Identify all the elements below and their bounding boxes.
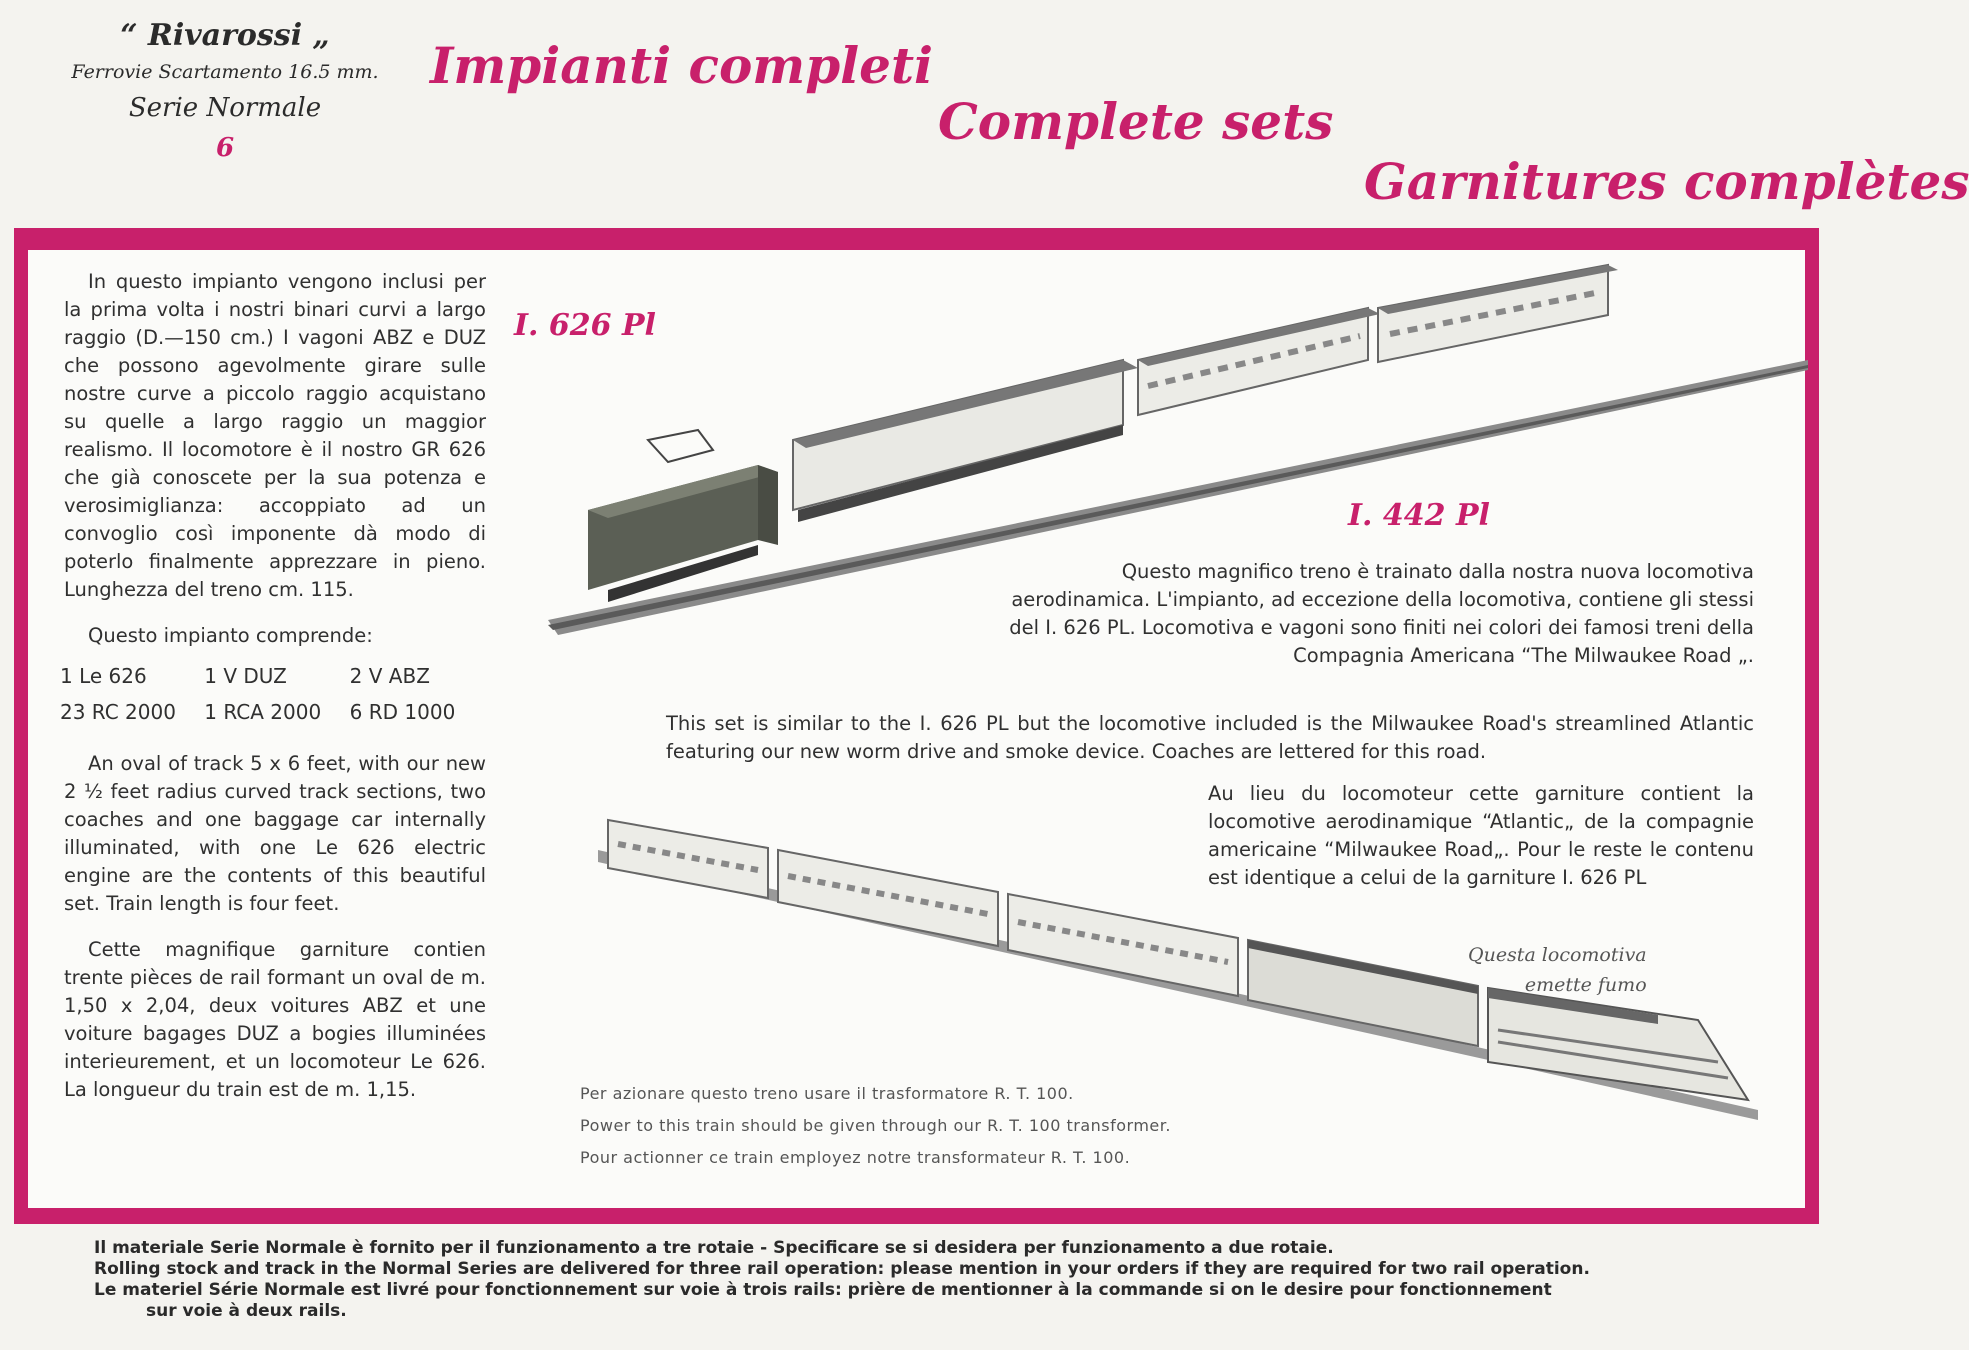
footer-french-2: sur voie à deux rails. bbox=[146, 1301, 347, 1321]
title-english: Complete sets bbox=[938, 92, 1334, 151]
coach-baggage bbox=[793, 360, 1138, 522]
coach-1 bbox=[1138, 308, 1380, 415]
title-italian: Impianti completi bbox=[430, 36, 934, 95]
coach-442-1 bbox=[608, 820, 768, 898]
french-description: Cette magnifique garniture contien trente pièces de rail formant un oval de m. 1,50 x 2,04, deux voitures ABZ et une voiture bagages DUZ a bogies illuminées interieurement, et un locomoteur Le 626. La longueur du train est de m. 1,15. bbox=[64, 938, 486, 1101]
power-note-italian: Per azionare questo treno usare il trasformatore R. T. 100. bbox=[580, 1084, 1074, 1103]
smoke-note bbox=[1468, 940, 1647, 1000]
contents-cell: 23 RC 2000 bbox=[60, 700, 176, 724]
content-frame bbox=[14, 228, 1819, 1224]
footer-french-1: Le materiel Série Normale est livré pour fonctionnement sur voie à trois rails: prière de mentionner à la commande si on le desire pour fonctionnement bbox=[94, 1280, 1552, 1300]
model-442-label: I. 442 Pl bbox=[1348, 498, 1490, 533]
power-notes bbox=[580, 1078, 1171, 1174]
contents-cell: 1 Le 626 bbox=[60, 664, 147, 688]
series-name: Serie Normale bbox=[128, 93, 322, 123]
italian-description: In questo impianto vengono inclusi per la prima volta i nostri binari curvi a largo raggio (D.—150 cm.) I vagoni ABZ e DUZ che possono agevolmente girare sulle nostre curve a piccolo raggio acquistano su quelle a largo raggio un maggior realismo. Il locomotore è il nostro GR 626 che già conoscete per la sua potenza e verosimiglianza: accoppiato ad un convoglio così imponente dà modo di poterlo finalmente apprezzare in pieno. Lunghezza del treno cm. 115. bbox=[64, 270, 486, 601]
contents-cell: 6 RD 1000 bbox=[349, 700, 456, 724]
brand-subtitle: Ferrovie Scartamento 16.5 mm. bbox=[71, 61, 379, 83]
smoke-note-line2: emette fumo bbox=[1524, 974, 1647, 996]
contents-row bbox=[56, 694, 478, 730]
english-text-442: This set is similar to the I. 626 PL but the locomotive included is the Milwaukee Road's streamlined Atlantic featuring our new worm drive and smoke device. Coaches are lettered for this road. bbox=[666, 712, 1754, 763]
footer-english: Rolling stock and track in the Normal Series are delivered for three rail operation: please mention in your orders if they are required for two rail operation. bbox=[94, 1259, 1590, 1279]
french-text-442: Au lieu du locomoteur cette garniture contient la locomotive aerodinamique “Atlantic„ de la compagnie americaine “Milwaukee Road„. Pour le reste le contenu est identique a celui de la garniture I. 626 PL bbox=[1208, 782, 1754, 889]
brand-name: “ Rivarossi „ bbox=[120, 18, 330, 53]
contents-cell: 1 RCA 2000 bbox=[204, 700, 322, 724]
contents-table bbox=[56, 658, 478, 730]
coach-442-3 bbox=[1008, 894, 1238, 996]
left-column bbox=[60, 268, 486, 1122]
smoke-note-line1: Questa locomotiva bbox=[1468, 944, 1647, 966]
coach-442-2 bbox=[778, 850, 998, 946]
content-panel bbox=[28, 250, 1805, 1208]
contents-cell: 1 V DUZ bbox=[204, 664, 287, 688]
coach-2 bbox=[1378, 265, 1618, 362]
power-note-english: Power to this train should be given through our R. T. 100 transformer. bbox=[580, 1116, 1171, 1135]
contents-cell: 2 V ABZ bbox=[349, 664, 430, 688]
title-french: Garnitures complètes bbox=[1364, 152, 1969, 211]
locomotive-626 bbox=[588, 430, 778, 602]
power-note-french: Pour actionner ce train employez notre transformateur R. T. 100. bbox=[580, 1148, 1131, 1167]
contents-row bbox=[56, 658, 478, 694]
english-description: An oval of track 5 x 6 feet, with our new 2 ½ feet radius curved track sections, two coaches and one baggage car internally illuminated, with one Le 626 electric engine are the contents of this beautiful set. Train length is four feet. bbox=[64, 752, 486, 915]
brand-block bbox=[40, 18, 410, 163]
page-number: 6 bbox=[215, 133, 235, 163]
footer-notes bbox=[94, 1238, 1784, 1322]
model-626-label: I. 626 Pl bbox=[514, 308, 656, 343]
footer-italian: Il materiale Serie Normale è fornito per il funzionamento a tre rotaie - Specificare se si desidera per funzionamento a due rotaie. bbox=[94, 1238, 1334, 1258]
contents-label: Questo impianto comprende: bbox=[88, 624, 373, 647]
italian-text-442: Questo magnifico treno è trainato dalla nostra nuova locomotiva aerodinamica. L'impianto, ad eccezione della locomotiva, contiene gli stessi del I. 626 PL. Locomotiva e vagoni sono finiti nei colori dei famosi treni della Compagnia Americana “The Milwaukee Road „. bbox=[1009, 560, 1754, 667]
